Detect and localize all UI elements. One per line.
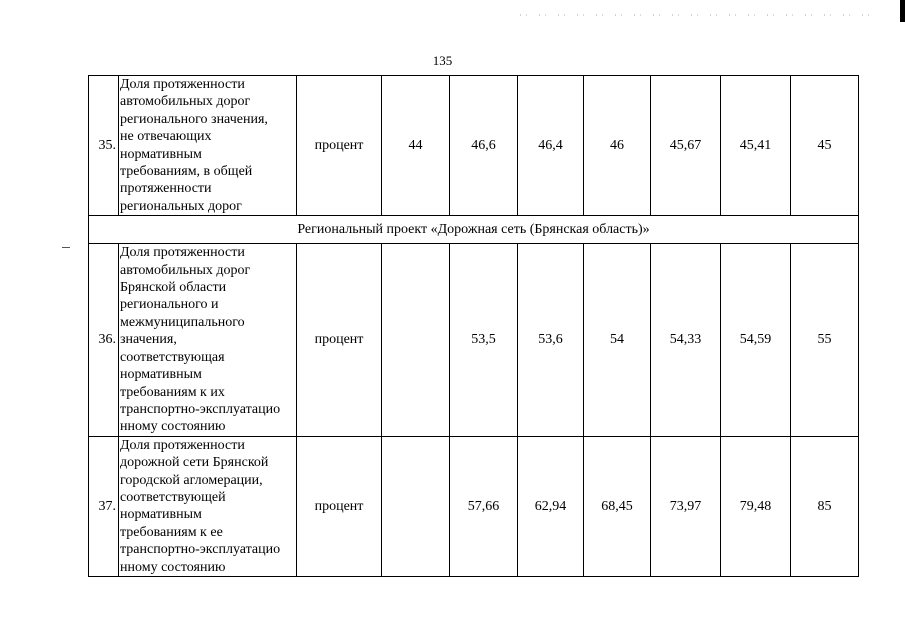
indicator-name-line: значения, xyxy=(120,332,177,348)
indicator-name-line: Брянской области xyxy=(120,280,227,296)
indicator-row xyxy=(89,244,859,436)
indicator-name-line: Доля протяженности xyxy=(120,245,245,261)
indicator-name-line: автомобильных дорог xyxy=(120,262,251,278)
section-title: Региональный проект «Дорожная сеть (Брянская область)» xyxy=(89,216,859,244)
indicator-name xyxy=(119,436,297,576)
value-cell: 79,48 xyxy=(721,436,791,576)
row-number: 36. xyxy=(89,244,119,436)
value-cell: 62,94 xyxy=(518,436,584,576)
indicators-table xyxy=(88,75,859,577)
indicator-name-line: нормативным xyxy=(120,146,202,162)
value-cell: 57,66 xyxy=(450,436,518,576)
indicator-name-line: требованиям к их xyxy=(120,384,225,400)
indicator-name-line: межмуниципального xyxy=(120,314,245,330)
value-cell: 46,6 xyxy=(450,76,518,216)
value-cell xyxy=(382,436,450,576)
indicator-name-line: регионального и xyxy=(120,297,219,313)
indicator-name-line: дорожной сети Брянской xyxy=(120,455,269,471)
value-cell: 45,41 xyxy=(721,76,791,216)
indicator-name-line: не отвечающих xyxy=(120,129,212,145)
value-cell: 53,5 xyxy=(450,244,518,436)
indicator-name-line: требованиям, в общей xyxy=(120,164,253,180)
indicator-row xyxy=(89,436,859,576)
indicator-name-line: соответствующая xyxy=(120,349,225,365)
value-cell: 45 xyxy=(791,76,859,216)
indicator-name-line: регионального значения, xyxy=(120,111,268,127)
value-cell: 44 xyxy=(382,76,450,216)
indicator-name-line: автомобильных дорог xyxy=(120,94,251,110)
value-cell: 45,67 xyxy=(651,76,721,216)
indicator-name-line: региональных дорог xyxy=(120,198,242,214)
indicator-name-line: нормативным xyxy=(120,507,202,523)
value-cell: 54,59 xyxy=(721,244,791,436)
value-cell: 68,45 xyxy=(584,436,651,576)
unit: процент xyxy=(297,436,382,576)
indicator-name-line: транспортно-эксплуатацио xyxy=(120,542,281,558)
row-number: 35. xyxy=(89,76,119,216)
value-cell: 85 xyxy=(791,436,859,576)
indicator-name-line: требованиям к ее xyxy=(120,524,223,540)
value-cell: 53,6 xyxy=(518,244,584,436)
margin-mark xyxy=(62,247,70,248)
scan-edge-mark xyxy=(900,0,905,22)
value-cell: 54,33 xyxy=(651,244,721,436)
indicator-name-line: нному состоянию xyxy=(120,559,226,575)
section-row xyxy=(89,216,859,244)
value-cell: 73,97 xyxy=(651,436,721,576)
row-number: 37. xyxy=(89,436,119,576)
unit: процент xyxy=(297,76,382,216)
indicator-name-line: нормативным xyxy=(120,367,202,383)
unit: процент xyxy=(297,244,382,436)
page-number: 135 xyxy=(432,53,453,68)
value-cell: 46 xyxy=(584,76,651,216)
value-cell: 46,4 xyxy=(518,76,584,216)
value-cell: 54 xyxy=(584,244,651,436)
indicator-name xyxy=(119,76,297,216)
value-cell xyxy=(382,244,450,436)
value-cell: 55 xyxy=(791,244,859,436)
indicator-name-line: Доля протяженности xyxy=(120,437,245,453)
indicator-name-line: соответствующей xyxy=(120,489,226,505)
indicator-name-line: Доля протяженности xyxy=(120,77,245,92)
indicator-name-line: нному состоянию xyxy=(120,419,226,435)
scan-noise xyxy=(520,14,880,16)
indicator-name-line: протяженности xyxy=(120,181,212,197)
indicator-name xyxy=(119,244,297,436)
indicator-name-line: транспортно-эксплуатацио xyxy=(120,401,281,417)
indicator-row xyxy=(89,76,859,216)
indicator-name-line: городской агломерации, xyxy=(120,472,263,488)
